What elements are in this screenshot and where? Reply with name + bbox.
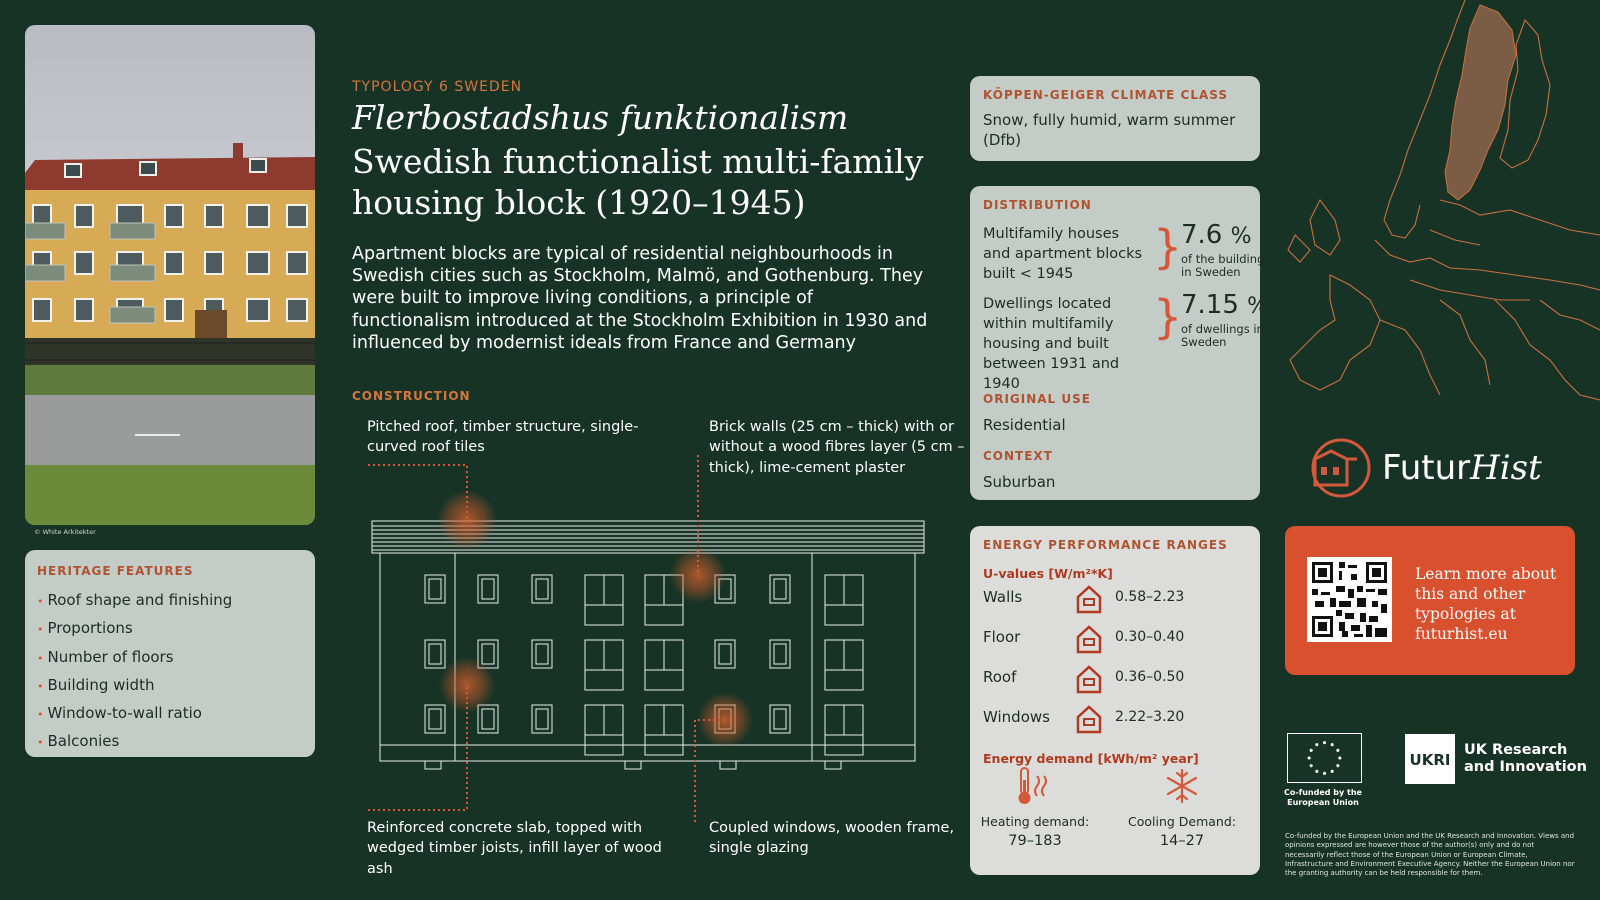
list-item: • Number of floors <box>37 647 174 666</box>
distribution-value: 7.15 % <box>1181 290 1269 320</box>
qr-code-icon[interactable] <box>1307 557 1392 642</box>
distribution-text: Dwellings located within multifamily housing and built between 1931 and 1940 <box>983 296 1120 392</box>
bullet-icon: • <box>37 679 44 693</box>
distribution-card <box>970 186 1271 500</box>
house-icon <box>1075 704 1103 734</box>
heritage-label: HERITAGE FEATURES <box>37 564 194 578</box>
u-value-row: Floor 0.30–0.40 <box>983 624 1243 654</box>
u-value-row: Walls 0.58–2.23 <box>983 584 1243 614</box>
futurhist-logo-text: FuturHist <box>1382 448 1542 488</box>
cooling-demand: Cooling Demand: 14–27 <box>1117 766 1247 849</box>
list-item: • Roof shape and finishing <box>37 591 233 609</box>
annotation-windows: Coupled windows, wooden frame, single glazing <box>709 820 955 857</box>
eu-cofunded-text: Co-funded by the European Union <box>1284 788 1362 807</box>
annotation-brick: Brick walls (25 cm – thick) with or without a wood fibres layer (5 cm – thick), lime-cement plaster <box>709 419 965 476</box>
brace-icon: } <box>1153 290 1183 344</box>
house-icon <box>1075 584 1103 614</box>
koppen-card <box>970 76 1260 161</box>
bullet-icon: • <box>37 708 44 722</box>
distribution-sub: of the buildings in Sweden <box>1181 252 1271 279</box>
distribution-row <box>983 220 1271 284</box>
futurhist-logo-icon <box>1309 437 1373 499</box>
koppen-label: KÖPPEN-GEIGER CLIMATE CLASS <box>983 88 1229 102</box>
snowflake-icon <box>1162 766 1202 806</box>
u-values-label: U-values [W/m²*K] <box>983 566 1113 581</box>
photo-credit: © White Arkitekter <box>34 528 96 536</box>
europe-map <box>1280 0 1600 424</box>
house-icon <box>1075 664 1103 694</box>
list-item: • Balconies <box>37 732 120 751</box>
funding-disclaimer: Co-funded by the European Union and the UK Research and Innovation. Views and opinions expressed are however those of the author(s) only and do not necessarily reflect those of the European Union or European Climate, Infrastructure and Environment Executive Agency. Neither the European Union nor the granting authority can be held responsible for them. <box>1285 832 1575 878</box>
learn-more-card[interactable] <box>1285 526 1575 675</box>
context-label: CONTEXT <box>983 449 1053 463</box>
annotation-roof: Pitched roof, timber structure, single-curved roof tiles <box>367 419 639 456</box>
distribution-label: DISTRIBUTION <box>983 198 1092 212</box>
heritage-list <box>37 586 303 756</box>
bullet-icon: • <box>37 623 44 637</box>
house-icon <box>1075 624 1103 654</box>
learn-more-text[interactable]: Learn more about this and other typologies at futurhist.eu <box>1415 565 1557 643</box>
distribution-value: 7.6 % <box>1181 220 1252 250</box>
list-item: • Building width <box>37 675 155 694</box>
thermometer-heat-icon <box>1013 766 1057 806</box>
distribution-row <box>983 290 1269 394</box>
list-item: • Proportions <box>37 619 133 638</box>
energy-card <box>970 526 1260 875</box>
energy-label: ENERGY PERFORMANCE RANGES <box>983 538 1228 552</box>
bullet-icon: • <box>37 595 44 608</box>
distribution-text: Multifamily houses and apartment blocks built < 1945 <box>983 226 1143 282</box>
energy-demand-label: Energy demand [kWh/m² year] <box>983 751 1199 766</box>
heritage-features-card <box>25 550 315 757</box>
ukri-text: UK Research and Innovation <box>1464 742 1587 775</box>
building-photo <box>25 25 315 525</box>
context-value: Suburban <box>983 473 1056 491</box>
bullet-icon: • <box>37 651 44 665</box>
annotation-slab: Reinforced concrete slab, topped with wedged timber joists, infill layer of wood ash <box>367 820 662 877</box>
title-italic: Flerbostadshus funktionalism <box>352 98 849 137</box>
typology-label: TYPOLOGY 6 SWEDEN <box>352 79 523 95</box>
u-value-row: Windows 2.22–3.20 <box>983 704 1243 734</box>
ukri-logo-icon <box>1405 734 1455 784</box>
intro-paragraph: Apartment blocks are typical of residential neighbourhoods in Swedish cities such as Stockholm, Malmö, and Gothenburg. They were built to improve living conditions, a principle of functionalism introduced at the Stockholm Exhibition in 1930 and influenced by modernist ideals from France and Germany <box>352 244 928 353</box>
brace-icon: } <box>1153 220 1183 274</box>
eu-flag-icon <box>1287 733 1362 783</box>
bullet-icon: • <box>37 736 44 750</box>
original-use-label: ORIGINAL USE <box>983 392 1091 406</box>
list-item: • Window-to-wall ratio <box>37 704 202 723</box>
page-title: Swedish functionalist multi-family housing block (1920–1945) <box>352 142 924 222</box>
original-use-value: Residential <box>983 416 1066 434</box>
building-elevation-drawing <box>360 455 960 829</box>
svg-text:UKRI: UKRI <box>1409 751 1451 769</box>
construction-label: CONSTRUCTION <box>352 389 471 403</box>
distribution-sub: of dwellings in Sweden <box>1181 322 1264 349</box>
u-value-row: Roof 0.36–0.50 <box>983 664 1243 694</box>
koppen-value: Snow, fully humid, warm summer (Dfb) <box>983 111 1236 149</box>
heating-demand: Heating demand: 79–183 <box>970 766 1100 849</box>
